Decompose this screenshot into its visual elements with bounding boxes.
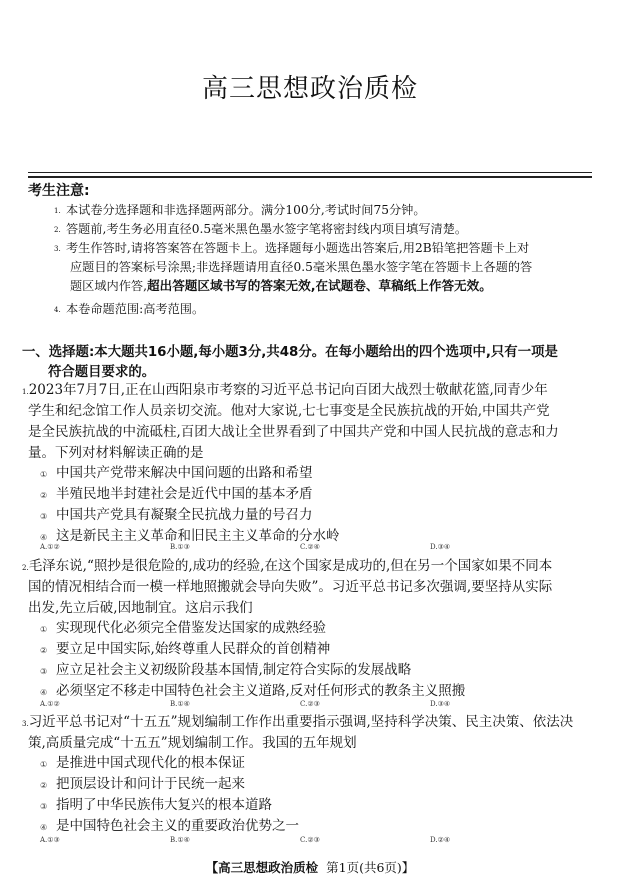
answer-choices bbox=[40, 700, 560, 708]
answer-choice: C.②④ bbox=[300, 543, 320, 551]
answer-choices bbox=[40, 543, 560, 551]
option: ② 把顶层设计和问计于民统一起来 bbox=[40, 776, 245, 792]
answer-choice: B.①④ bbox=[170, 700, 190, 708]
answer-choice: B.①④ bbox=[170, 836, 190, 844]
answer-choice: D.③④ bbox=[430, 543, 451, 551]
page-title: 高三思想政治质检 bbox=[201, 74, 418, 104]
option: ① 是推进中国式现代化的根本保证 bbox=[40, 755, 245, 771]
notice-item-continued: 应题目的答案标号涂黑;非选择题请用直径0.5毫米黑色墨水签字笔在答题卡上各题的答 bbox=[70, 260, 533, 274]
question-stem-line: 出发,先立后破,因地制宜。这启示我们 bbox=[28, 600, 253, 616]
option: ③ 中国共产党具有凝聚全民抗战力量的号召力 bbox=[40, 507, 313, 523]
divider bbox=[28, 176, 592, 178]
question-stem-line: 学生和纪念馆工作人员亲切交流。他对大家说,七七事变是全民族抗战的开始,中国共产党 bbox=[28, 403, 550, 419]
question-stem: 2.毛泽东说,“照抄是很危险的,成功的经验,在这个国家是成功的,但在另一个国家如果不同本 bbox=[22, 558, 553, 574]
option: ② 要立足中国实际,始终尊重人民群众的首创精神 bbox=[40, 641, 331, 657]
page-footer bbox=[0, 858, 620, 876]
divider bbox=[28, 172, 592, 173]
answer-choice: D.③④ bbox=[430, 700, 451, 708]
question-stem-line: 策,高质量完成“十五五”规划编制工作。我国的五年规划 bbox=[28, 735, 357, 751]
answer-choice: C.②③ bbox=[300, 836, 320, 844]
footer-exam-title: 【高三思想政治质检 bbox=[205, 860, 319, 875]
answer-choice: A.①② bbox=[40, 543, 60, 551]
answer-choice: A.①③ bbox=[40, 836, 60, 844]
notice-heading: 考生注意: bbox=[28, 183, 90, 199]
answer-choice: D.②④ bbox=[430, 836, 451, 844]
question-stem: 1.2023年7月7日,正在山西阳泉市考察的习近平总书记向百团大战烈士敬献花篮,同青少年 bbox=[22, 382, 548, 398]
option: ④ 是中国特色社会主义的重要政治优势之一 bbox=[40, 818, 299, 834]
question-stem-line: 是全民族抗战的中流砥柱,百团大战让全世界看到了中国共产党和中国人民抗战的意志和力 bbox=[28, 424, 559, 440]
option: ③ 指明了中华民族伟大复兴的根本道路 bbox=[40, 797, 272, 813]
answer-choice: C.②③ bbox=[300, 700, 320, 708]
answer-choice: A.①② bbox=[40, 700, 60, 708]
notice-item: 3. 考生作答时,请将答案答在答题卡上。选择题每小题选出答案后,用2B铅笔把答题卡上对 bbox=[54, 241, 530, 255]
option: ④ 必须坚定不移走中国特色社会主义道路,反对任何形式的教条主义照搬 bbox=[40, 683, 466, 699]
answer-choice: B.①③ bbox=[170, 543, 190, 551]
question-stem-line: 量。下列对材料解读正确的是 bbox=[28, 445, 204, 461]
notice-item: 1. 本试卷分选择题和非选择题两部分。满分100分,考试时间75分钟。 bbox=[54, 203, 426, 217]
option: ④ 这是新民主主义革命和旧民主主义革命的分水岭 bbox=[40, 528, 340, 544]
notice-item: 4. 本卷命题范围:高考范围。 bbox=[54, 302, 205, 316]
footer-page-number: 第1页(共6页)】 bbox=[326, 860, 415, 875]
notice-item-continued: 题区域内作答,超出答题区域书写的答案无效,在试题卷、草稿纸上作答无效。 bbox=[70, 278, 492, 293]
question-stem: 3.习近平总书记对“十五五”规划编制工作作出重要指示强调,坚持科学决策、民主决策、依法决 bbox=[22, 714, 574, 730]
option: ② 半殖民地半封建社会是近代中国的基本矛盾 bbox=[40, 486, 313, 502]
notice-item: 2. 答题前,考生务必用直径0.5毫米黑色墨水签字笔将密封线内项目填写清楚。 bbox=[54, 222, 468, 236]
option: ① 实现现代化必须完全借鉴发达国家的成熟经验 bbox=[40, 620, 326, 636]
section-heading-continued: 符合题目要求的。 bbox=[48, 365, 156, 380]
answer-choices bbox=[40, 836, 560, 844]
option: ① 中国共产党带来解决中国问题的出路和希望 bbox=[40, 465, 313, 481]
question-stem-line: 国的情况相结合而一模一样地照搬就会导向失败”。习近平总书记多次强调,要坚持从实际 bbox=[28, 579, 553, 595]
notice-emphasis: 超出答题区域书写的答案无效,在试题卷、草稿纸上作答无效。 bbox=[147, 278, 492, 293]
section-heading: 一、选择题:本大题共16小题,每小题3分,共48分。在每小题给出的四个选项中,只有一项是 bbox=[22, 345, 558, 360]
option: ③ 应立足社会主义初级阶段基本国情,制定符合实际的发展战略 bbox=[40, 662, 412, 678]
